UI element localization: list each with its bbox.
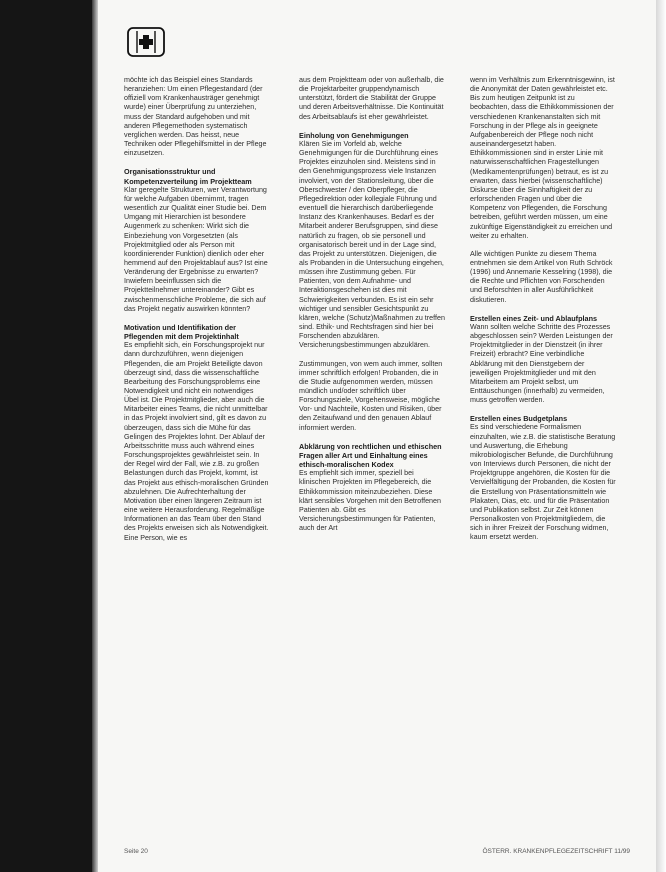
- section-heading: Erstellen eines Budgetplans: [470, 414, 568, 424]
- section-heading: Erstellen eines Zeit- und Ablaufplans: [470, 313, 598, 323]
- page-edge-shadow: [656, 0, 666, 872]
- section-heading: Abklärung von rechtlichen und ethischen Fragen aller Art und Einhaltung eines ethisch-moralischen Kodex: [299, 441, 442, 470]
- body-paragraph: Klar geregelte Strukturen, wer Verantwortung für welche Aufgaben übernimmt, tragen wesentlich zur Qualität einer Studie bei. Dem Umgang mit Hierarchien ist besondere Augenmerk zu schenken: Wirkt sich die Einbeziehung von Vorgesetzten (als Projektmitglied oder als Person mit koordinierender Funktion) dienlich oder eher hemmend auf den Projektablauf aus? Ist eine Veränderung der Ergebnisse zu erwarten? Inwiefern beeinflussen sich die Projektteilnehmer untereinander? Gibt es zwischenmenschliche Probleme, die sich auf das Projekt negativ auswirken könnten?: [124, 185, 268, 313]
- text-column-2: [299, 76, 445, 851]
- body-paragraph: Alle wichtigen Punkte zu diesem Thema entnehmen sie dem Artikel von Ruth Schröck (1996) und Annemarie Kesselring (1998), die die Rechte und Pflichten von Forschenden und Beforschten in aller Ausführlichkeit diskutieren.: [470, 249, 613, 304]
- body-paragraph: Klären Sie im Vorfeld ab, welche Genehmigungen für die Durchführung eines Projektes einzuholen sind. Meistens sind in den Genehmigungsprozess viele Instanzen involviert, von der Stationsleitung, über die Oberschwester / den Oberpfleger, die Pflegedirektion oder kollegiale Führung und eventuell die hierarchisch darüberliegende Instanz des Krankenhauses. Bedarf es der Mitarbeit anderer Berufsgruppen, sind diese natürlich zu fragen, ob sie personell und organisatorisch bereit und in der Lage sind, das Projekt zu unterstützen. Diejenigen, die als Probanden in die Untersuchung eingehen, müssen ihre Zustimmung geben. Für Patienten, von dem Aufnahme- und Interaktionsgeschehen ist dies mit Schwierigkeiten verbunden. Es ist ein sehr wichtiger und sensibler Gesichtspunkt zu klären, welche (Schutz)Maßnahmen zu treffen sind. Ethik- und Rechtsfragen sind hier bei Forschenden abzuklären. Versicherungsbestimmungen abzuklären.: [299, 139, 445, 350]
- body-paragraph: aus dem Projektteam oder von außerhalb, die die Projektarbeiter gruppendynamisch unterstützt, fördert die Stabilität der Gruppe und deren Arbeitsverhältnisse. Die Kontinuität des Arbeitsablaufs ist eher gewährleistet.: [299, 76, 444, 121]
- swiss-cross-logo-icon: [127, 27, 165, 57]
- section-heading: Organisationsstruktur und Kompetenzverteilung im Projektteam: [124, 167, 252, 186]
- body-paragraph: Es sind verschiedene Formalismen einzuhalten, wie z.B. die statistische Beratung und Auswertung, die Erhebung mikrobiologischer Befunde, die Durchführung von Interviews durch Personen, die nicht der Projektgruppe angehören, die Kosten für die Vervielfältigung der Probanden, die Kosten für die Erstellung von Präsentationsmitteln wie Plakaten, Dias, etc. und für die Präsentation und Publikation selbst. Zur Zeit können Personalkosten von Projektmitgliedern, die sich in ihrer Freizeit der Forschung widmen, kaum ersetzt werden.: [470, 423, 616, 542]
- text-column-3: [470, 76, 616, 851]
- body-paragraph: Es empfiehlt sich immer, speziell bei klinischen Projekten im Pflegebereich, die Ethikkommission miteinzubeziehen. Diese klärt sensibles Vorgehen mit den Betroffenen Patienten ab. Gibt es Versicherungsbestimmungen für Patienten, auch der Art: [299, 469, 441, 533]
- body-paragraph: Wann sollten welche Schritte des Prozesses abgeschlossen sein? Werden Leistungen der Projektmitglieder in der Dienstzeit (in ihrer Freizeit) erbracht? Eine verbindliche Abklärung mit den Dienstgebern der jeweiligen Projektmitglieder und mit den Mitarbeitern am Projekt selbst, um Enttäuschungen (innerhalb) zu vermeiden, muss getroffen werden.: [470, 322, 613, 405]
- text-column-1: [124, 76, 270, 851]
- book-spine: [0, 0, 92, 872]
- section-heading: Motivation und Identifikation der Pflegenden mit dem Projektinhalt: [124, 322, 239, 342]
- body-paragraph: möchte ich das Beispiel eines Standards heranziehen: Um einen Pflegestandard (der offiziell vom Krankenhausträger genehmigt wurde) einer Überprüfung zu unterziehen, muss der Standard aufgehoben und mit anderen Pflegemethoden systematisch verglichen werden. Das heisst, neue Techniken oder Pflegehilfsmittel in der Pflege einzusetzen.: [124, 76, 267, 158]
- journal-footer: ÖSTERR. KRANKENPFLEGEZEITSCHRIFT 11/99: [482, 848, 630, 855]
- section-heading: Einholung von Genehmigungen: [299, 130, 409, 140]
- body-paragraph: wenn im Verhältnis zum Erkenntnisgewinn, ist die Anonymität der Daten gewährleistet etc. Bis zum heutigen Zeitpunkt ist zu beobachten, dass die Ethikkommissionen der verschiedenen Krankenanstalten sich mit Forschung in der Pflege als in geeignete Aufgabenbereich der Pflege noch nicht auseinandergesetzt haben. Ethikkommissionen sind in erster Linie mit naturwissenschaftlichen Fragestellungen (Medikamentenprüfungen) betraut, es ist zu erwarten, dass hierbei (wissenschaftliche) Diskurse über die Sinnhaftigkeit der zu erforschenden Fragen und über die Kompetenz von Pflegenden, die Forschung betreiben, geführt werden müssen, um eine zukünftige Eigenständigkeit zu erreichen und weiter zu erhalten.: [470, 76, 615, 240]
- page-number: Seite 20: [124, 848, 148, 855]
- body-paragraph: Es empfiehlt sich, ein Forschungsprojekt nur dann durchzuführen, wenn diejenigen Pflegenden, die am Projekt Beteiligte davon überzeugt sind, dass die wissenschaftliche Bearbeitung des Forschungsproblems eine Notwendigkeit und nicht ein notwendiges Übel ist. Die Projektmitglieder, aber auch die Mitarbeiter eines Teams, die nicht unmittelbar in das Projekt involviert sind, gilt es davon zu überzeugen, dass sich die Mühe für das Gelingen des Projektes lohnt. Der Ablauf der Arbeitsschritte muss auch während eines Forschungsprojektes gewährleistet sein. In der Regel wird der Fall, wie z.B. zu großen Belastungen durch das Projekt, kommt, ist das Projekt aus ethisch-moralischen Gründen abzulehnen. Die Aufrechterhaltung der Motivation über einen längeren Zeitraum ist eine weitere Herausforderung. Regelmäßige Informationen an das Team über den Stand des Projekts erweisen sich als Notwendigkeit. Eine Person, wie es: [124, 341, 269, 542]
- body-paragraph: Zustimmungen, von wem auch immer, sollten immer schriftlich erfolgen! Probanden, die in die Studie aufgenommen werden, müssen mündlich und/oder schriftlich über Forschungsziele, Vorgehensweise, mögliche Vor- und Nachteile, Kosten und Risiken, über den Zeitaufwand und den genauen Ablauf informiert werden.: [299, 359, 443, 432]
